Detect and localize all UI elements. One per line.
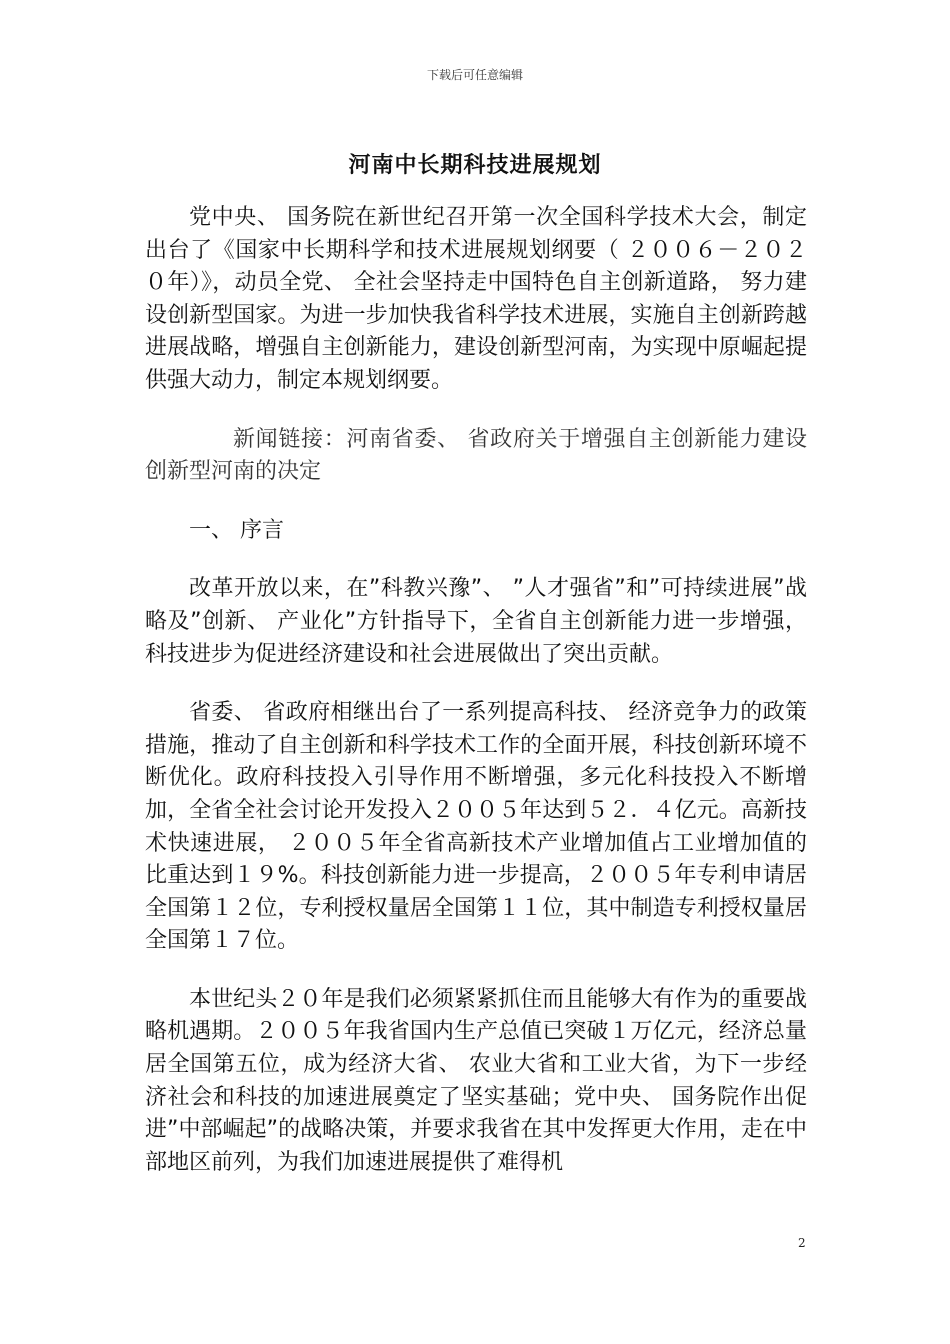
news-link[interactable]: 新闻链接：河南省委、 省政府关于增强自主创新能力建设创新型河南的决定 <box>145 426 807 485</box>
document-title: 河南中长期科技进展规划 <box>348 153 602 178</box>
document-body <box>145 202 807 1205</box>
paragraph-intro: 党中央、 国务院在新世纪召开第一次全国科学技术大会，制定出台了《国家中长期科学和技术进展规划纲要（ ２００６－２０２０年）》，动员全党、 全社会坚持走中国特色自主创新道路， 努力建设创新型国家。为进一步加快我省科学技术进展，实施自主创新跨越进展战略，增强自主创新能力，建设创新型河南，为实现中原崛起提供强大动力，制定本规划纲要。 <box>145 205 807 393</box>
paragraph-opportunity: 本世纪头２０年是我们必须紧紧抓住而且能够大有作为的重要战略机遇期。２００５年我省国内生产总值已突破１万亿元，经济总量居全国第五位，成为经济大省、 农业大省和工业大省，为下一步经济社会和科技的加速进展奠定了坚实基础；党中央、 国务院作出促进”中部崛起”的战略决策，并要求我省在其中发挥更大作用，走在中部地区前列，为我们加速进展提供了难得机 <box>145 986 807 1175</box>
paragraph-policy: 省委、 省政府相继出台了一系列提高科技、 经济竞争力的政策措施，推动了自主创新和科学技术工作的全面开展，科技创新环境不断优化。政府科技投入引导作用不断增强，多元化科技投入不断增加，全省全社会讨论开发投入２００５年达到５２．４亿元。高新技术快速进展， ２００５年全省高新技术产业增加值占工业增加值的比重达到１９%。科技创新能力进一步提高，２００５年专利申请居全国第１２位，专利授权量居全国第１１位，其中制造专利授权量居全国第１７位。 <box>145 700 807 954</box>
page-number: 2 <box>798 1236 806 1250</box>
paragraph-reform: 改革开放以来，在”科教兴豫”、 ”人才强省”和”可持续进展”战略及”创新、 产业化”方针指导下，全省自主创新能力进一步增强，科技进步为促进经济建设和社会进展做出了突出贡献。 <box>145 576 807 667</box>
header-note: 下载后可任意编辑 <box>426 68 523 82</box>
section-heading: 一、 序言 <box>189 517 284 543</box>
